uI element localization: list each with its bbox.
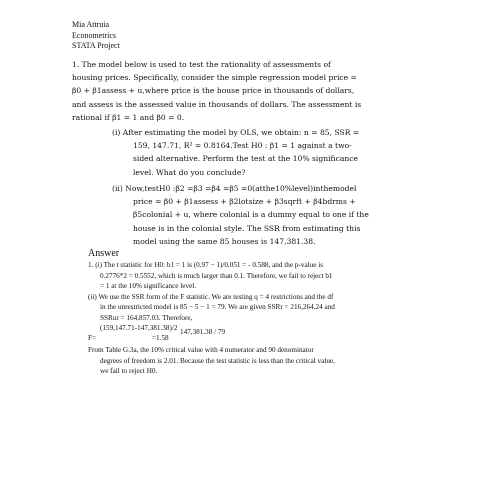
document-header [72, 20, 120, 52]
project-name: STATA Project [72, 41, 120, 50]
answer-line: 1. (i) The t statistic for H0: b1 = 1 is (0.97 − 1)/0.051 = - 0.588, and the p-value is [88, 261, 324, 269]
answer-closing [88, 345, 418, 377]
answer-line: = 1 at the 10% significance level. [100, 282, 197, 291]
question-line: β0 + β1assess + u,where price is the house price in thousands of dollars, [72, 86, 355, 96]
closing-line: degrees of freedom is 2.01. Because the test statistic is less than the critical value, [100, 356, 335, 365]
formula-denominator: 147,381.38 / 79 [180, 328, 226, 336]
course-name: Econometrics [72, 30, 116, 40]
question-line: and assess is the assessed value in thousands of dollars. The assessment is [72, 99, 362, 109]
part-i-line: level. What do you conclude? [133, 167, 246, 177]
question-line: rational if β1 = 1 and β0 = 0. [72, 112, 185, 122]
answer-body [88, 260, 418, 324]
closing-line: From Table G.3a, the 10% critical value with 4 numerator and 90 denominator [88, 346, 314, 354]
part-ii [112, 182, 432, 248]
part-i-line: 159, 147.71, R² = 0.8164.Test H0 : β1 = 1 against a two- [133, 141, 352, 151]
question-line: housing prices. Specifically, consider the simple regression model price = [72, 73, 357, 83]
formula-result: =1.58 [152, 334, 169, 342]
part-ii-line: price = β0 + β1assess + β2lotsize + β3sqrft + β4bdrms + [133, 197, 356, 207]
author-name: Mia Attruia [72, 20, 110, 29]
part-ii-line: β5colonial + u, where colonial is a dummy equal to one if the [133, 210, 369, 220]
answer-heading: Answer [88, 248, 120, 259]
part-i-line: (i) After estimating the model by OLS, we obtain: n = 85, SSR = [112, 128, 360, 137]
answer-line: in the unrestricted model is 85 − 5 − 1 = 79. We are given SSRr = 216,264.24 and [100, 303, 335, 312]
closing-line: we fail to reject H0. [100, 367, 158, 376]
answer-line: SSRur = 164,857.03. Therefore, [100, 313, 193, 322]
answer-line: (ii) We use the SSR form of the F statistic. We are testing q = 4 restrictions and the df [88, 292, 334, 301]
question-line: 1. The model below is used to test the rationality of assessments of [72, 60, 331, 69]
part-ii-line: (ii) Now,testH0 :β2 =β3 =β4 =β5 =0(atthe10%level)inthemodel [112, 184, 357, 193]
part-ii-line: model using the same 85 houses is 147,381.38. [133, 236, 316, 246]
question-prompt [72, 58, 447, 124]
answer-line: 0.2776*2 = 0.5552, which is much larger than 0.1. Therefore, we fail to reject b1 [100, 271, 333, 280]
formula-numerator: (159,147.71-147,381.38)/2 [100, 324, 178, 332]
part-i [112, 126, 432, 179]
part-i-line: sided alternative. Perform the test at the 10% significance [133, 154, 358, 164]
formula-lhs: F= [88, 334, 97, 342]
part-ii-line: house is in the colonial style. The SSR from estimating this [133, 223, 361, 233]
